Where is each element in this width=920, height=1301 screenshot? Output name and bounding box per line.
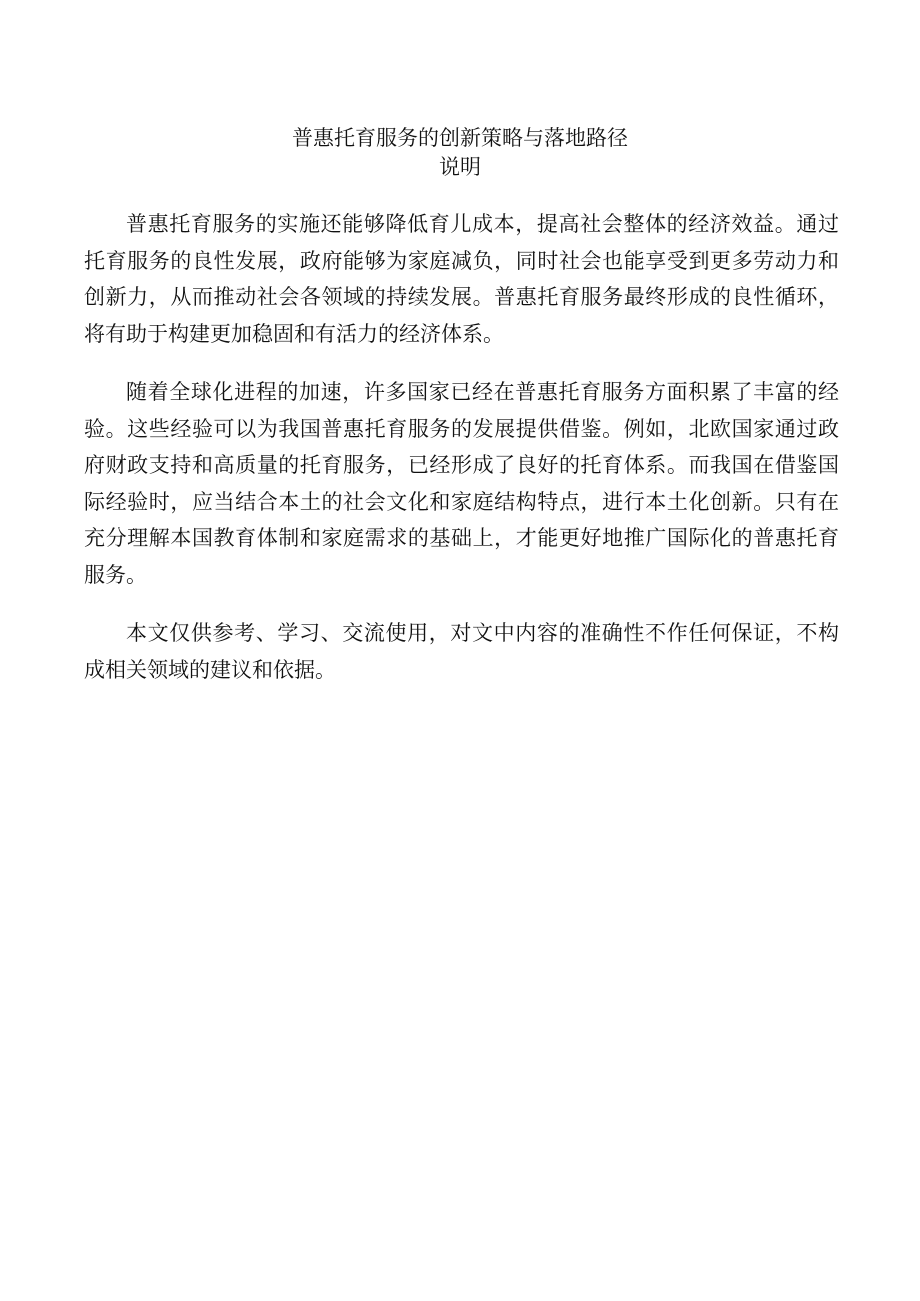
paragraph-disclaimer: 本文仅供参考、学习、交流使用，对文中内容的准确性不作任何保证，不构成相关领域的建议和依据。 bbox=[84, 621, 839, 682]
paragraph-economic-benefit: 普惠托育服务的实施还能够降低育儿成本，提高社会整体的经济效益。通过托育服务的良性发展，政府能够为家庭减负，同时社会也能享受到更多劳动力和创新力，从而推动社会各领域的持续发展。普惠托育服务最终形成的良性循环，将有助于构建更加稳固和有活力的经济体系。 bbox=[84, 212, 839, 346]
document-subtitle: 说明 bbox=[439, 155, 481, 179]
paragraph-international-experience: 随着全球化进程的加速，许多国家已经在普惠托育服务方面积累了丰富的经验。这些经验可以为我国普惠托育服务的发展提供借鉴。例如，北欧国家通过政府财政支持和高质量的托育服务，已经形成了良好的托育体系。而我国在借鉴国际经验时，应当结合本土的社会文化和家庭结构特点，进行本土化创新。只有在充分理解本国教育体制和家庭需求的基础上，才能更好地推广国际化的普惠托育服务。 bbox=[84, 380, 839, 587]
document-body bbox=[84, 206, 839, 710]
title-block bbox=[0, 124, 920, 182]
document-title: 普惠托育服务的创新策略与落地路径 bbox=[292, 126, 628, 150]
